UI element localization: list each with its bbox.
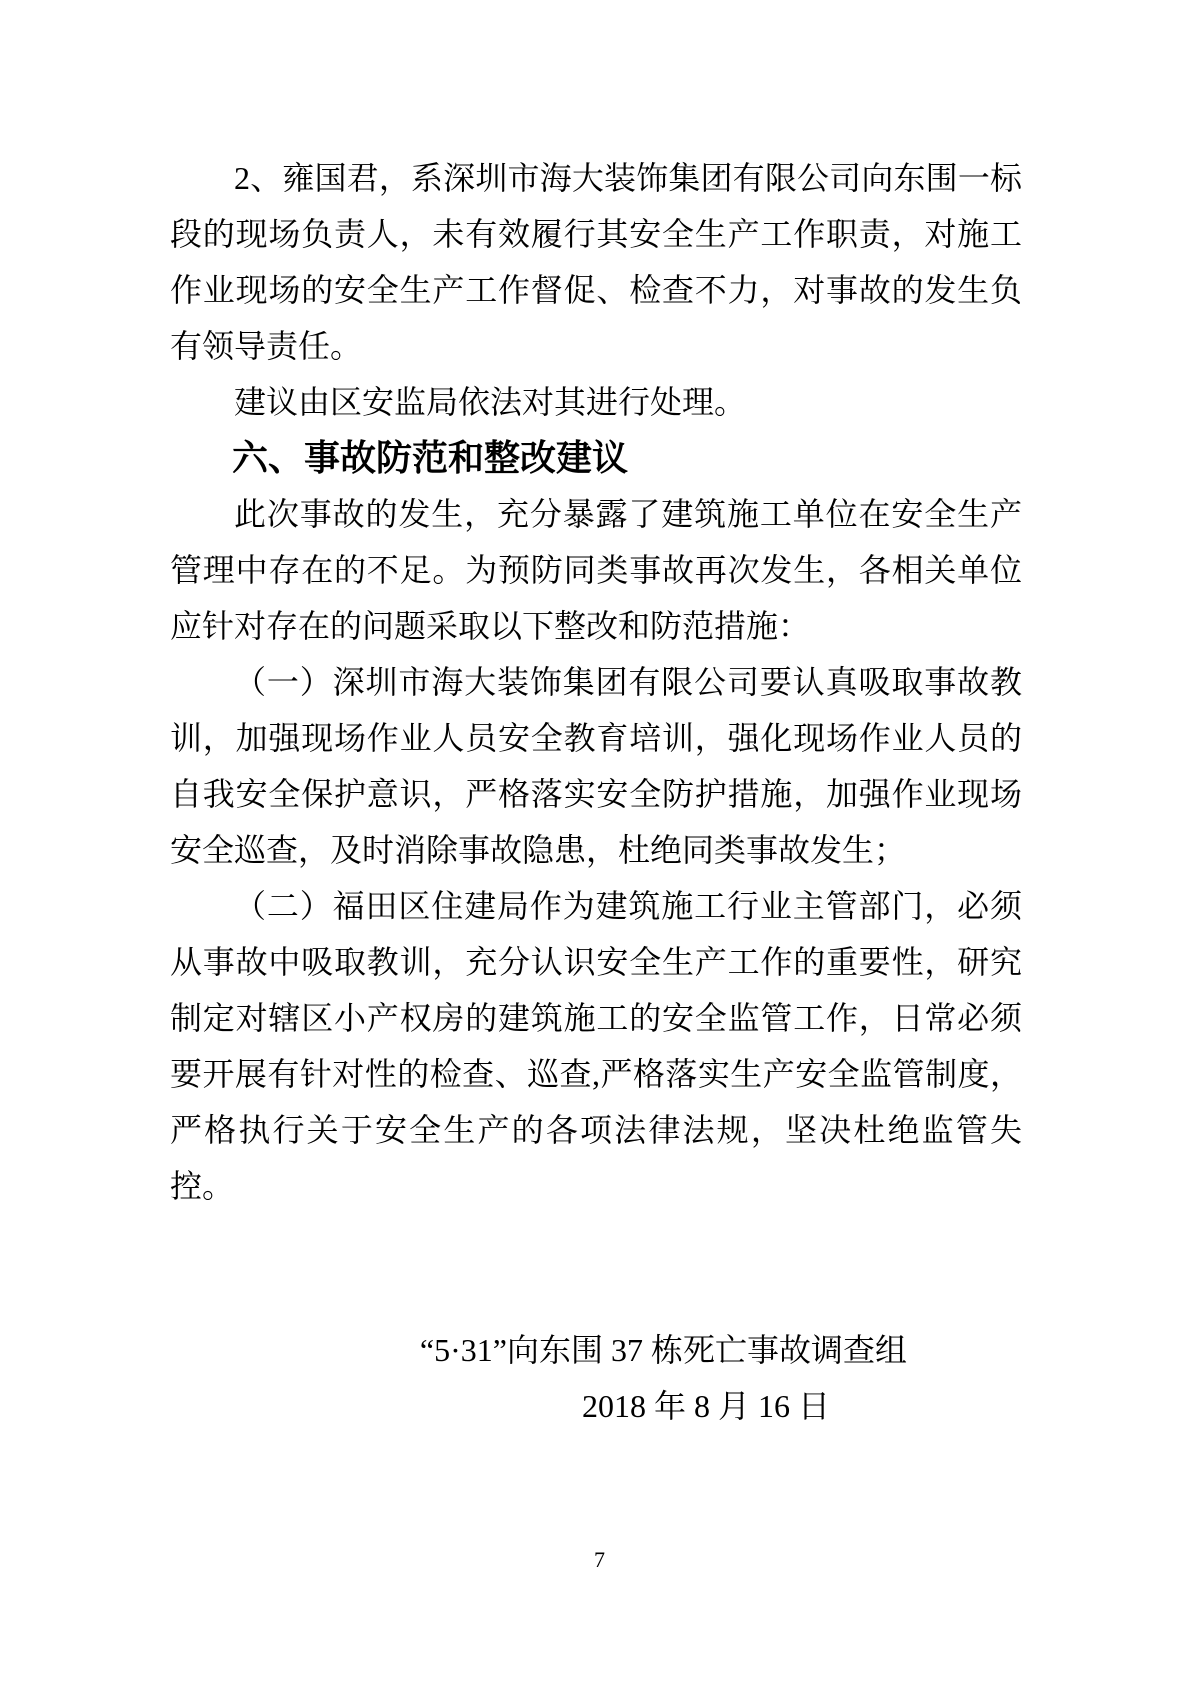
section-heading-prevention-rectification: 六、事故防范和整改建议 (232, 437, 629, 478)
paragraph-responsibility-yong-guojun: 2、雍国君，系深圳市海大装饰集团有限公司向东围一标段的现场负责人，未有效履行其安全生产工作职责，对施工作业现场的安全生产工作督促、检查不力，对事故的发生负有领导责任。 (170, 160, 1022, 364)
page-number: 7 (594, 1547, 605, 1572)
signature-organization: “5·31”向东围 37 栋死亡事故调查组 (419, 1332, 907, 1368)
signature-date: 2018 年 8 月 16 日 (581, 1388, 830, 1424)
paragraph-measures-intro: 此次事故的发生，充分暴露了建筑施工单位在安全生产管理中存在的不足。为预防同类事故再次发生，各相关单位应针对存在的问题采取以下整改和防范措施： (170, 496, 1022, 644)
paragraph-measure-2-futian-bureau: （二）福田区住建局作为建筑施工行业主管部门，必须从事故中吸取教训，充分认识安全生产工作的重要性，研究制定对辖区小产权房的建筑施工的安全监管工作，日常必须要开展有针对性的检查、巡查,严格落实生产安全监管制度，严格执行关于安全生产的各项法律法规，坚决杜绝监管失控。 (170, 888, 1022, 1204)
signature-block (170, 1322, 1022, 1434)
document-body (170, 150, 1022, 1434)
paragraph-measure-1-haida-company: （一）深圳市海大装饰集团有限公司要认真吸取事故教训，加强现场作业人员安全教育培训，强化现场作业人员的自我安全保护意识，严格落实安全防护措施，加强作业现场安全巡查，及时消除事故隐患，杜绝同类事故发生； (170, 664, 1022, 868)
paragraph-handling-recommendation: 建议由区安监局依法对其进行处理。 (234, 384, 747, 420)
